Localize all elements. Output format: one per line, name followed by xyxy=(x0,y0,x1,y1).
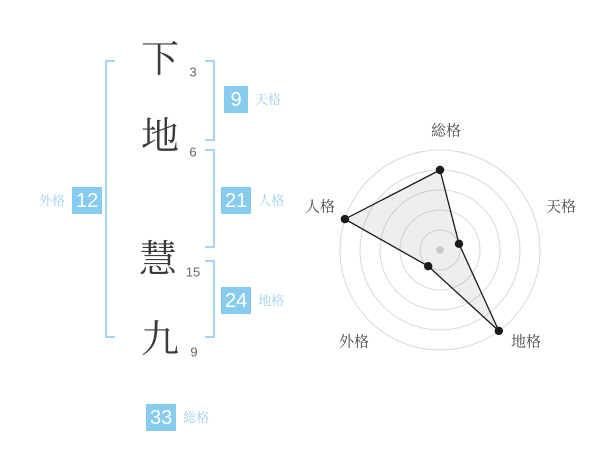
chikaku-row xyxy=(221,287,284,314)
soukaku-row xyxy=(146,404,209,431)
surname-char-1: 下 xyxy=(140,39,180,81)
chikaku-value-badge: 24 xyxy=(221,287,251,314)
surname-char-2-strokes: 6 xyxy=(189,144,197,160)
gaikaku-label: 外格 xyxy=(39,193,66,208)
given-name-char-2-strokes: 9 xyxy=(190,344,198,360)
tenkaku-label: 天格 xyxy=(255,92,282,107)
radar-data-point xyxy=(436,166,444,174)
radar-center-dot xyxy=(436,246,444,254)
jinkaku-label: 人格 xyxy=(258,193,285,208)
radar-data-point xyxy=(495,327,503,335)
jinkaku-bracket xyxy=(205,149,215,248)
jinkaku-row xyxy=(221,187,284,214)
chikaku-label: 地格 xyxy=(258,293,285,308)
surname-char-1-strokes: 3 xyxy=(189,64,197,80)
surname-char-2: 地 xyxy=(140,116,180,158)
radar-chart xyxy=(325,135,555,365)
tenkaku-value-badge: 9 xyxy=(224,86,248,113)
chikaku-bracket xyxy=(205,260,215,338)
jinkaku-value-badge: 21 xyxy=(221,187,251,214)
axis-label-chikaku: 地格 xyxy=(510,333,542,351)
axis-label-gaikaku: 外格 xyxy=(338,333,370,351)
gaikaku-row xyxy=(39,187,102,214)
gaikaku-bracket xyxy=(105,60,115,338)
tenkaku-row xyxy=(224,86,281,113)
axis-label-tenkaku: 天格 xyxy=(545,198,577,216)
axis-label-soukaku: 総格 xyxy=(430,122,462,140)
given-name-char-1-strokes: 15 xyxy=(185,264,201,280)
given-name-char-1: 慧 xyxy=(138,239,178,281)
radar-data-point xyxy=(341,215,349,223)
gaikaku-value-badge: 12 xyxy=(72,187,102,214)
soukaku-label: 総格 xyxy=(183,410,210,425)
radar-data-point xyxy=(424,262,432,270)
axis-label-jinkaku: 人格 xyxy=(304,198,336,216)
radar-data-point xyxy=(455,240,463,248)
tenkaku-bracket xyxy=(205,60,215,141)
soukaku-value-badge: 33 xyxy=(146,404,176,431)
given-name-char-2: 九 xyxy=(140,319,180,361)
